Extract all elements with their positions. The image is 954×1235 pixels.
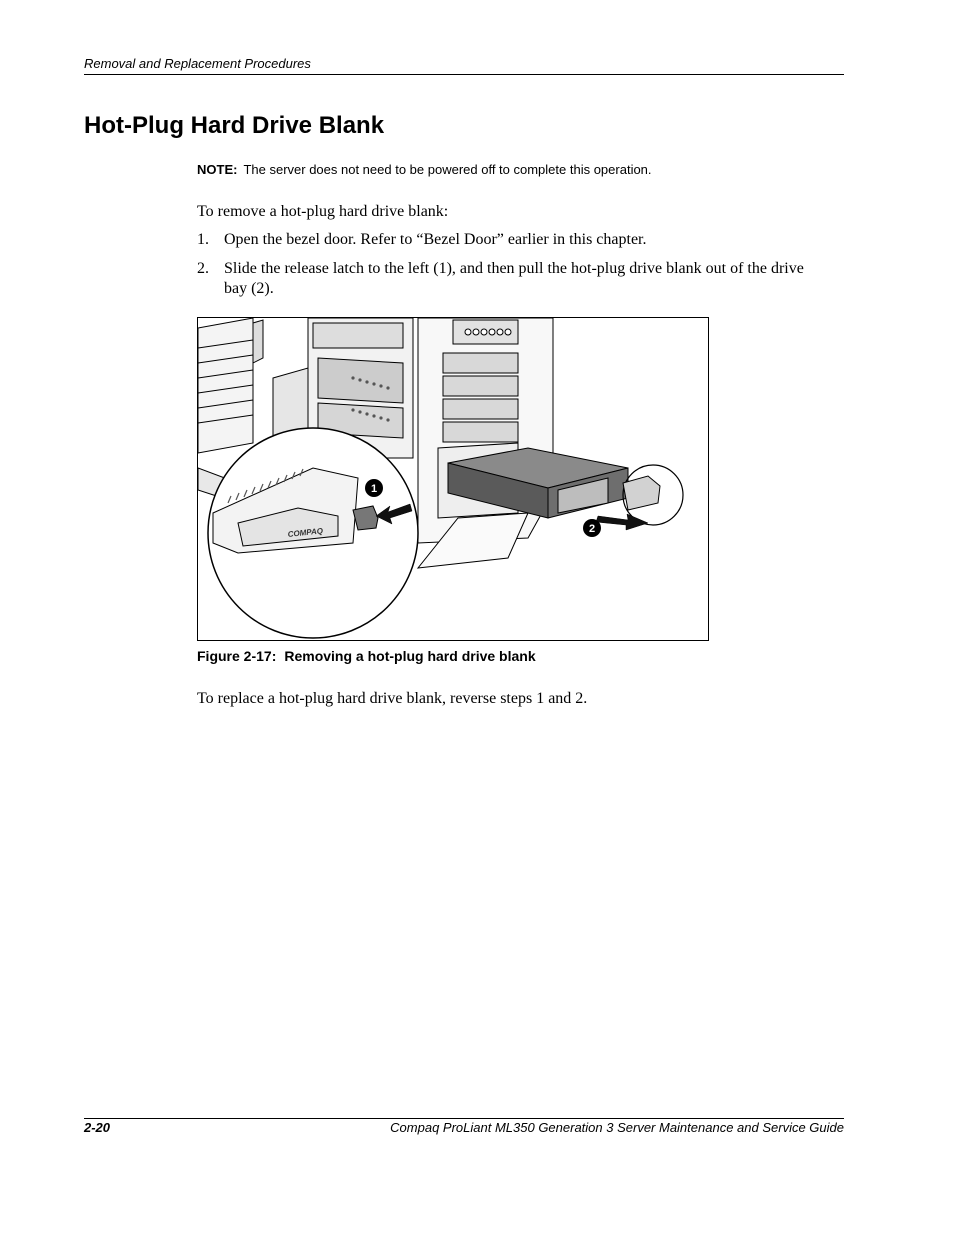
compaq-logo: COMPAQ: [287, 526, 324, 539]
callout-2: [583, 519, 601, 537]
page-title: Hot-Plug Hard Drive Blank: [84, 112, 385, 139]
step-text: Open the bezel door. Refer to “Bezel Door” earlier in this chapter.: [224, 231, 647, 248]
step-number: 1.: [197, 231, 209, 248]
release-latch: [353, 506, 378, 530]
page-number: 2-20: [84, 1120, 111, 1135]
note-text: The server does not need to be powered off to complete this operation.: [243, 162, 652, 177]
callout-1: [365, 479, 383, 497]
step-1: [197, 230, 817, 250]
guide-title: Compaq ProLiant ML350 Generation 3 Server Maintenance and Service Guide: [390, 1120, 844, 1135]
callout-label: 2: [588, 523, 596, 535]
step-number: 2.: [197, 260, 209, 277]
intro-text: To remove a hot-plug hard drive blank:: [197, 203, 449, 220]
note: [197, 162, 652, 177]
step-text: Slide the release latch to the left (1), and then pull the hot-plug drive blank out of the drive bay (2).: [224, 260, 804, 297]
figure-caption: [197, 648, 536, 664]
note-label: NOTE:: [197, 162, 238, 177]
magnified-latch-inset: [208, 428, 418, 638]
drive-blank-removal-illustration: [198, 318, 708, 640]
callout-label: 1: [370, 483, 378, 495]
footer-rule: [84, 1118, 844, 1119]
running-header: Removal and Replacement Procedures: [84, 56, 311, 71]
server-front-panel: [418, 318, 553, 568]
replace-text: To replace a hot-plug hard drive blank, reverse steps 1 and 2.: [197, 690, 588, 707]
figure-illustration: [197, 317, 709, 641]
step-2: [197, 259, 817, 299]
header-rule: [84, 74, 844, 75]
arrow-right-icon: [596, 514, 648, 530]
caption-label: Figure 2-17:: [197, 648, 277, 664]
caption-text: Removing a hot-plug hard drive blank: [284, 648, 536, 664]
